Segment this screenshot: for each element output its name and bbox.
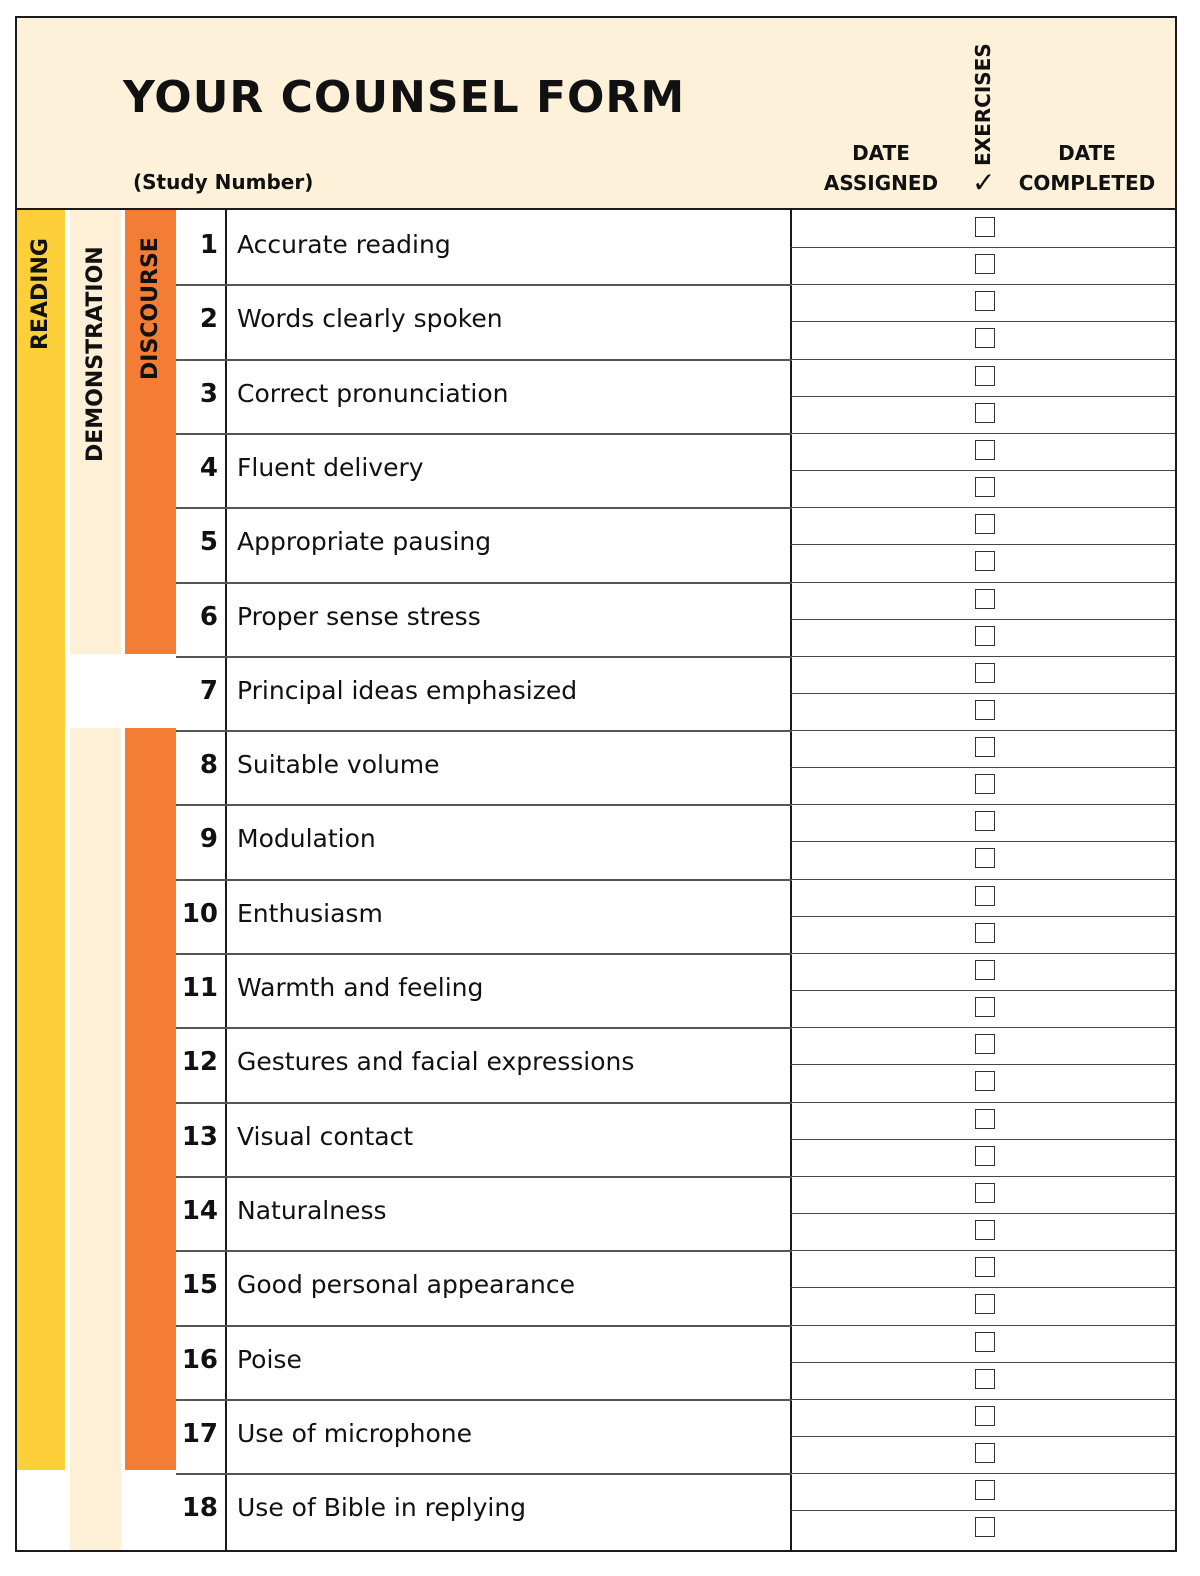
entry-line [791, 693, 1175, 694]
study-label: Principal ideas emphasized [237, 676, 578, 705]
study-number: 1 [199, 230, 218, 260]
study-label: Poise [237, 1345, 302, 1374]
exercise-checkbox[interactable] [975, 217, 995, 237]
study-number: 14 [181, 1196, 218, 1226]
study-number: 13 [181, 1122, 218, 1152]
entry-line [791, 1176, 1175, 1177]
study-number-label: (Study Number) [133, 170, 314, 194]
exercise-checkbox[interactable] [975, 551, 995, 571]
entry-line [791, 767, 1175, 768]
exercise-checkbox[interactable] [975, 589, 995, 609]
counsel-form [15, 16, 1177, 1552]
exercise-checkbox[interactable] [975, 1146, 995, 1166]
entry-line [791, 879, 1175, 880]
demonstration-bar-bottom [70, 728, 121, 1552]
exercise-checkbox[interactable] [975, 1220, 995, 1240]
study-number: 9 [199, 824, 218, 854]
discourse-bar-top [125, 210, 176, 654]
entry-line [791, 656, 1175, 657]
study-label: Words clearly spoken [237, 304, 503, 333]
entry-line [791, 1325, 1175, 1326]
reading-label: READING [28, 238, 53, 350]
study-number: 7 [199, 676, 218, 706]
checkmark-icon: ✓ [972, 166, 996, 199]
exercises-header: EXERCISES [971, 43, 995, 166]
exercise-checkbox[interactable] [975, 366, 995, 386]
entry-line [791, 1102, 1175, 1103]
study-label: Use of Bible in replying [237, 1493, 527, 1522]
entry-line [791, 916, 1175, 917]
exercise-checkbox[interactable] [975, 1369, 995, 1389]
entry-line [791, 247, 1175, 248]
exercise-checkbox[interactable] [975, 960, 995, 980]
entry-line [791, 470, 1175, 471]
exercise-checkbox[interactable] [975, 1109, 995, 1129]
form-title: YOUR COUNSEL FORM [123, 72, 686, 123]
entry-line [791, 433, 1175, 434]
exercise-checkbox[interactable] [975, 477, 995, 497]
entry-line [791, 544, 1175, 545]
study-label: Use of microphone [237, 1419, 472, 1448]
entry-line [791, 1139, 1175, 1140]
exercise-checkbox[interactable] [975, 514, 995, 534]
reading-bar [17, 210, 65, 1470]
exercise-checkbox[interactable] [975, 737, 995, 757]
entry-line [791, 1399, 1175, 1400]
study-label: Appropriate pausing [237, 527, 492, 556]
study-label: Warmth and feeling [237, 973, 484, 1002]
study-number: 11 [181, 973, 218, 1003]
study-number: 16 [181, 1345, 218, 1375]
entry-line [791, 359, 1175, 360]
study-number: 2 [199, 304, 218, 334]
exercise-checkbox[interactable] [975, 1480, 995, 1500]
entry-line [791, 1064, 1175, 1065]
exercise-checkbox[interactable] [975, 440, 995, 460]
demonstration-label: DEMONSTRATION [83, 246, 108, 462]
entry-line [791, 396, 1175, 397]
exercise-checkbox[interactable] [975, 254, 995, 274]
exercise-checkbox[interactable] [975, 811, 995, 831]
study-number: 18 [181, 1493, 218, 1523]
entry-line [791, 321, 1175, 322]
entry-line [791, 582, 1175, 583]
exercise-checkbox[interactable] [975, 923, 995, 943]
exercise-checkbox[interactable] [975, 1257, 995, 1277]
study-label: Fluent delivery [237, 453, 424, 482]
study-number: 12 [181, 1047, 218, 1077]
discourse-bar-bottom [125, 728, 176, 1470]
exercise-checkbox[interactable] [975, 291, 995, 311]
demonstration-bar-top [70, 210, 121, 654]
entry-line [791, 1027, 1175, 1028]
exercise-checkbox[interactable] [975, 1406, 995, 1426]
study-number: 6 [199, 602, 218, 632]
study-label: Suitable volume [237, 750, 440, 779]
study-number: 10 [181, 899, 218, 929]
exercise-checkbox[interactable] [975, 328, 995, 348]
entry-line [791, 1213, 1175, 1214]
entry-line [791, 1436, 1175, 1437]
study-label: Accurate reading [237, 230, 451, 259]
study-label: Good personal appearance [237, 1270, 576, 1299]
entry-line [791, 507, 1175, 508]
exercise-checkbox[interactable] [975, 700, 995, 720]
exercise-checkbox[interactable] [975, 1034, 995, 1054]
date-assigned-header: DATE ASSIGNED [823, 141, 939, 195]
entry-line [791, 804, 1175, 805]
exercise-checkbox[interactable] [975, 1294, 995, 1314]
exercise-checkbox[interactable] [975, 774, 995, 794]
study-label: Naturalness [237, 1196, 387, 1225]
entry-line [791, 1473, 1175, 1474]
discourse-label: DISCOURSE [138, 237, 163, 380]
study-label: Modulation [237, 824, 376, 853]
entry-line [791, 1510, 1175, 1511]
study-number: 15 [181, 1270, 218, 1300]
study-number: 5 [199, 527, 218, 557]
exercise-checkbox[interactable] [975, 1183, 995, 1203]
entry-line [791, 730, 1175, 731]
entry-line [791, 841, 1175, 842]
date-completed-header: DATE COMPLETED [1018, 141, 1156, 195]
study-label: Gestures and facial expressions [237, 1047, 635, 1076]
exercise-checkbox[interactable] [975, 886, 995, 906]
entry-line [791, 1250, 1175, 1251]
entry-line [791, 619, 1175, 620]
entry-line [791, 284, 1175, 285]
study-number: 17 [181, 1419, 218, 1449]
exercise-checkbox[interactable] [975, 997, 995, 1017]
exercise-checkbox[interactable] [975, 626, 995, 646]
entry-line [791, 990, 1175, 991]
form-header [17, 18, 1175, 210]
exercise-checkbox[interactable] [975, 403, 995, 423]
study-label: Proper sense stress [237, 602, 481, 631]
study-label: Correct pronunciation [237, 379, 509, 408]
study-number: 3 [199, 379, 218, 409]
exercise-checkbox[interactable] [975, 663, 995, 683]
exercise-checkbox[interactable] [975, 1332, 995, 1352]
study-number: 4 [199, 453, 218, 483]
study-label: Visual contact [237, 1122, 414, 1151]
entry-line [791, 953, 1175, 954]
entry-line [791, 1287, 1175, 1288]
study-label: Enthusiasm [237, 899, 383, 928]
exercise-checkbox[interactable] [975, 1517, 995, 1537]
exercise-checkbox[interactable] [975, 1071, 995, 1091]
entry-line [791, 1362, 1175, 1363]
exercise-checkbox[interactable] [975, 848, 995, 868]
study-number: 8 [199, 750, 218, 780]
exercise-checkbox[interactable] [975, 1443, 995, 1463]
